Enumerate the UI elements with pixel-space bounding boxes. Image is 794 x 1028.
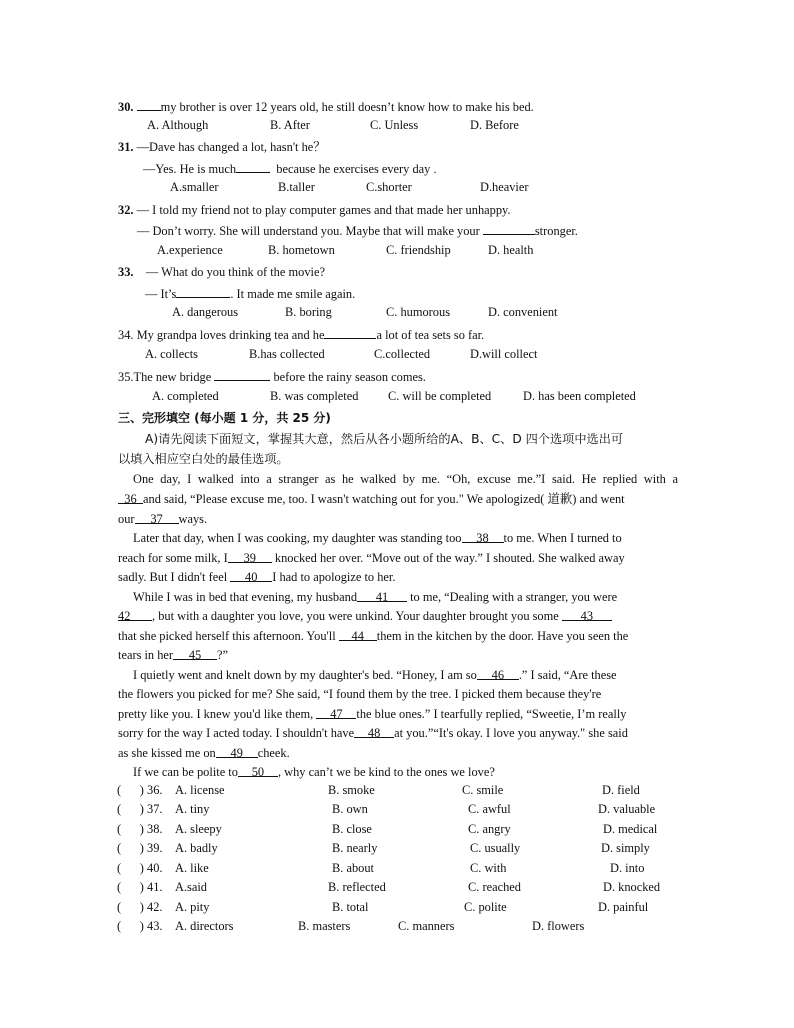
option-a: A. like bbox=[175, 861, 209, 875]
passage-text: them in the kitchen by the door. Have you seen the bbox=[376, 629, 629, 643]
reply-text-end: . It made me smile again. bbox=[230, 287, 356, 301]
question-number: 34. bbox=[118, 328, 134, 342]
question-text: —Dave has changed a lot, hasn't he？ bbox=[136, 140, 326, 154]
option-c: C. will be completed bbox=[388, 389, 492, 403]
option-b: B. hometown bbox=[268, 243, 335, 257]
option-a: A. license bbox=[175, 783, 225, 797]
question-32-reply bbox=[137, 222, 794, 239]
cloze-number: 42. bbox=[147, 900, 163, 914]
question-35 bbox=[118, 368, 794, 385]
option-c: C. polite bbox=[464, 900, 507, 914]
option-a: A. tiny bbox=[175, 802, 210, 816]
option-c: C.collected bbox=[374, 347, 431, 361]
passage-text: I quietly went and knelt down by my daughter's bed. “Honey, I am so bbox=[133, 668, 477, 682]
option-d: D. simply bbox=[601, 841, 650, 855]
answer-paren: ( ) bbox=[117, 861, 144, 875]
question-33-reply bbox=[145, 285, 794, 302]
passage-text: our bbox=[118, 512, 135, 526]
passage-line: One day, I walked into a stranger as he walked by me. “Oh, excuse me.”I said. He replied with a bbox=[133, 472, 678, 486]
passage-line bbox=[133, 667, 794, 683]
passage-text: reach for some milk, I bbox=[118, 551, 228, 565]
question-text: The new bridge bbox=[133, 370, 215, 384]
option-b: B. reflected bbox=[328, 880, 386, 894]
passage-text: If we can be polite to bbox=[133, 765, 238, 779]
section-instruction: A)请先阅读下面短文，掌握其大意，然后从各小题所给的A、B、C、D 四个选项中选出可 bbox=[145, 432, 624, 446]
passage-text: the blue ones.” I tearfully replied, “Sweetie, I’m really bbox=[356, 707, 627, 721]
answer-blank bbox=[236, 160, 270, 173]
option-c: C. humorous bbox=[386, 305, 451, 319]
cloze-blank-49: 49 bbox=[216, 745, 258, 758]
option-d: D. medical bbox=[603, 822, 658, 836]
option-d: D. has been completed bbox=[523, 389, 636, 403]
passage-line bbox=[118, 491, 794, 507]
option-d: D. valuable bbox=[598, 802, 656, 816]
reply-text: — It’s bbox=[145, 287, 177, 301]
answer-paren: ( ) bbox=[117, 919, 144, 933]
passage-text: at you.”“It's okay. I love you anyway." she said bbox=[394, 726, 628, 740]
question-34 bbox=[118, 326, 794, 343]
reply-text: —Yes. He is much bbox=[143, 162, 237, 176]
option-a: A.said bbox=[175, 880, 208, 894]
passage-text: and said, “Please excuse me, too. I wasn't watching out for you." We apologized( 道歉) and went bbox=[143, 492, 625, 506]
option-b: B. about bbox=[332, 861, 374, 875]
cloze-blank-36: 36 bbox=[118, 491, 143, 504]
option-a: A. badly bbox=[175, 841, 218, 855]
option-d: D. Before bbox=[470, 118, 519, 132]
passage-text: Later that day, when I was cooking, my daughter was standing too bbox=[133, 531, 462, 545]
cloze-blank-44: 44 bbox=[339, 628, 377, 641]
option-a: A. directors bbox=[175, 919, 234, 933]
option-d: D. painful bbox=[598, 900, 649, 914]
passage-text: to me, “Dealing with a stranger, you were bbox=[407, 590, 618, 604]
passage-text: , but with a daughter you love, you were unkind. Your daughter brought you some bbox=[152, 609, 562, 623]
option-c: C. awful bbox=[468, 802, 511, 816]
option-c: C. reached bbox=[468, 880, 521, 894]
passage-line bbox=[118, 569, 794, 585]
option-b: B. masters bbox=[298, 919, 351, 933]
passage-line bbox=[118, 647, 794, 663]
option-c: C. with bbox=[470, 861, 507, 875]
cloze-blank-43: 43 bbox=[562, 608, 612, 621]
answer-blank bbox=[483, 222, 535, 235]
passage-text: .” I said, “Are these bbox=[518, 668, 617, 682]
question-31 bbox=[118, 139, 794, 155]
reply-text: — Don’t worry. She will understand you. Maybe that will make your bbox=[137, 224, 483, 238]
reply-text-end: stronger. bbox=[534, 224, 578, 238]
option-b: B. total bbox=[332, 900, 369, 914]
passage-text: cheek. bbox=[257, 746, 290, 760]
option-d: D. knocked bbox=[603, 880, 661, 894]
option-b: B. smoke bbox=[328, 783, 375, 797]
passage-line bbox=[118, 511, 794, 527]
option-a: A. Although bbox=[147, 118, 209, 132]
passage-text: pretty like you. I knew you'd like them, bbox=[118, 707, 317, 721]
cloze-blank-39: 39 bbox=[228, 550, 272, 563]
passage-text: I had to apologize to her. bbox=[272, 570, 396, 584]
answer-paren: ( ) bbox=[117, 900, 144, 914]
option-c: C. smile bbox=[462, 783, 504, 797]
option-a: A.smaller bbox=[170, 180, 219, 194]
passage-line bbox=[118, 628, 794, 644]
question-number: 35. bbox=[118, 370, 134, 384]
option-d: D. field bbox=[602, 783, 640, 797]
passage-text: While I was in bed that evening, my husband bbox=[133, 590, 358, 604]
passage-line bbox=[118, 550, 794, 566]
passage-text: , why can’t we be kind to the ones we love? bbox=[277, 765, 495, 779]
question-number: 33. bbox=[118, 265, 134, 279]
option-b: B. nearly bbox=[332, 841, 378, 855]
answer-blank bbox=[176, 285, 230, 298]
passage-text: sorry for the way I acted today. I shouldn't have bbox=[118, 726, 355, 740]
passage-line: the flowers you picked for me? She said, “I found them by the tree. I picked them because they're bbox=[118, 687, 602, 701]
question-text: My grandpa loves drinking tea and he bbox=[136, 328, 325, 342]
cloze-blank-48: 48 bbox=[354, 725, 394, 738]
option-d: D. flowers bbox=[532, 919, 585, 933]
question-text: — What do you think of the movie? bbox=[145, 265, 325, 279]
option-a: A. sleepy bbox=[175, 822, 222, 836]
question-30 bbox=[118, 98, 794, 115]
option-a: A. dangerous bbox=[172, 305, 239, 319]
option-c: C. friendship bbox=[386, 243, 451, 257]
question-33 bbox=[118, 264, 794, 280]
cloze-blank-42: 42 bbox=[118, 608, 152, 621]
passage-line bbox=[133, 530, 794, 546]
option-b: B. boring bbox=[285, 305, 332, 319]
cloze-blank-38: 38 bbox=[462, 530, 504, 543]
option-d: D.heavier bbox=[480, 180, 529, 194]
cloze-number: 36. bbox=[147, 783, 163, 797]
option-c: C. angry bbox=[468, 822, 511, 836]
passage-text: ways. bbox=[178, 512, 208, 526]
question-number: 32. bbox=[118, 203, 134, 217]
option-b: B.has collected bbox=[249, 347, 325, 361]
answer-paren: ( ) bbox=[117, 783, 144, 797]
cloze-blank-41: 41 bbox=[357, 589, 407, 602]
option-c: C. manners bbox=[398, 919, 455, 933]
cloze-number: 40. bbox=[147, 861, 163, 875]
option-b: B.taller bbox=[278, 180, 315, 194]
section-heading: 三、完形填空 (每小题 1 分，共 25 分) bbox=[118, 411, 331, 425]
answer-paren: ( ) bbox=[117, 880, 144, 894]
cloze-blank-50: 50 bbox=[238, 764, 278, 777]
question-text: my brother is over 12 years old, he still doesn’t know how to make his bed. bbox=[160, 100, 534, 114]
cloze-number: 37. bbox=[147, 802, 163, 816]
question-31-reply bbox=[143, 160, 794, 177]
cloze-number: 43. bbox=[147, 919, 163, 933]
passage-line bbox=[118, 725, 794, 741]
cloze-number: 38. bbox=[147, 822, 163, 836]
option-a: A.experience bbox=[157, 243, 223, 257]
passage-text: ?” bbox=[217, 648, 229, 662]
passage-line bbox=[133, 764, 794, 780]
cloze-blank-40: 40 bbox=[230, 569, 272, 582]
passage-line bbox=[118, 706, 794, 722]
passage-line bbox=[118, 608, 794, 624]
option-c: C.shorter bbox=[366, 180, 412, 194]
option-c: C. usually bbox=[470, 841, 521, 855]
answer-blank bbox=[324, 326, 376, 339]
option-b: B. After bbox=[270, 118, 310, 132]
option-d: D. convenient bbox=[488, 305, 558, 319]
option-c: C. Unless bbox=[370, 118, 419, 132]
option-b: B. own bbox=[332, 802, 368, 816]
passage-text: sadly. But I didn't feel bbox=[118, 570, 231, 584]
cloze-blank-46: 46 bbox=[477, 667, 519, 680]
cloze-blank-47: 47 bbox=[316, 706, 356, 719]
option-d: D. into bbox=[610, 861, 645, 875]
question-number: 30. bbox=[118, 100, 134, 114]
option-d: D.will collect bbox=[470, 347, 538, 361]
question-number: 31. bbox=[118, 140, 134, 154]
question-32 bbox=[118, 202, 794, 218]
section-instruction-cont: 以填入相应空白处的最佳选项。 bbox=[118, 452, 289, 466]
option-b: B. close bbox=[332, 822, 372, 836]
question-text: — I told my friend not to play computer games and that made her unhappy. bbox=[136, 203, 511, 217]
option-a: A. completed bbox=[152, 389, 219, 403]
passage-text: to me. When I turned to bbox=[503, 531, 622, 545]
answer-blank bbox=[137, 98, 161, 111]
passage-text: knocked her over. “Move out of the way.” I shouted. She walked away bbox=[274, 551, 625, 565]
option-a: A. collects bbox=[145, 347, 198, 361]
option-a: A. pity bbox=[175, 900, 210, 914]
passage-line bbox=[133, 589, 794, 605]
answer-paren: ( ) bbox=[117, 802, 144, 816]
reply-text-end: because he exercises every day . bbox=[270, 162, 437, 176]
question-text-end: a lot of tea sets so far. bbox=[376, 328, 485, 342]
answer-paren: ( ) bbox=[117, 822, 144, 836]
option-d: D. health bbox=[488, 243, 534, 257]
cloze-number: 39. bbox=[147, 841, 163, 855]
option-b: B. was completed bbox=[270, 389, 359, 403]
question-text-end: before the rainy season comes. bbox=[270, 370, 426, 384]
passage-text: tears in her bbox=[118, 648, 174, 662]
passage-text: as she kissed me on bbox=[118, 746, 216, 760]
cloze-blank-37: 37 bbox=[135, 511, 179, 524]
passage-line bbox=[118, 745, 794, 761]
passage-text: that she picked herself this afternoon. You'll bbox=[118, 629, 339, 643]
answer-blank bbox=[214, 368, 270, 381]
answer-paren: ( ) bbox=[117, 841, 144, 855]
cloze-blank-45: 45 bbox=[173, 647, 217, 660]
cloze-number: 41. bbox=[147, 880, 163, 894]
